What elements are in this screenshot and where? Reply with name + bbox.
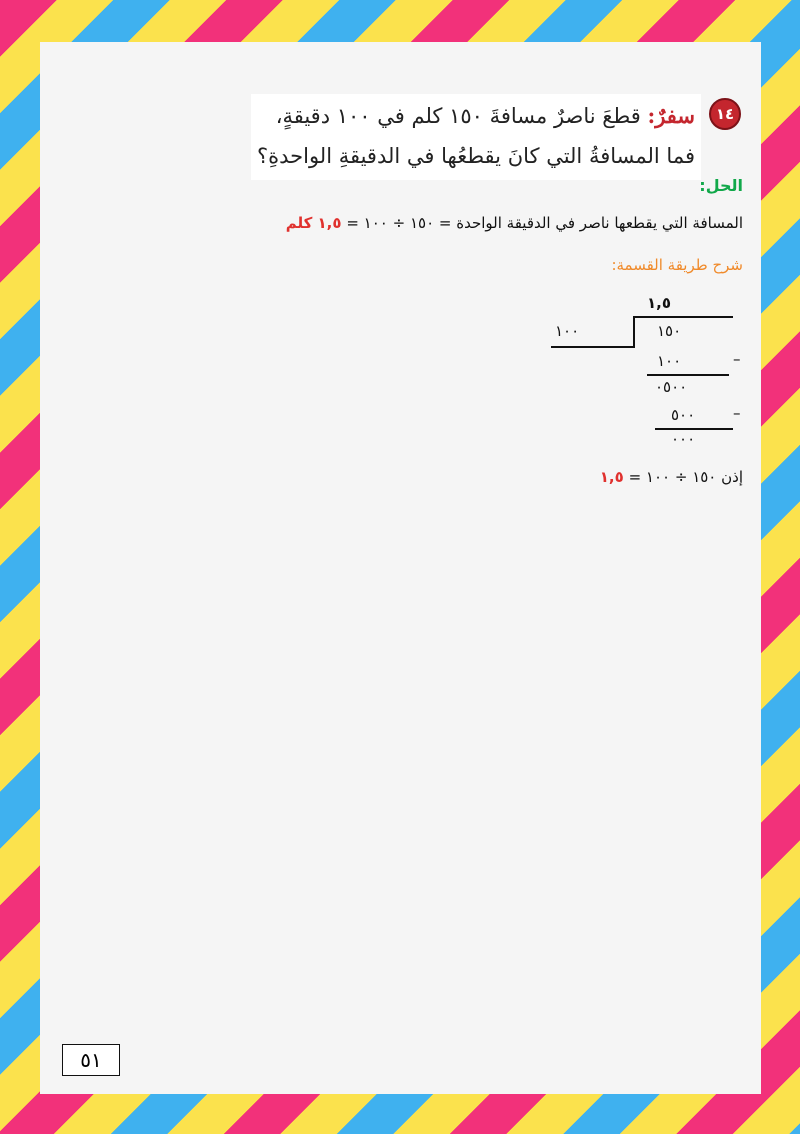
- solution-answer: ١,٥ كلم: [285, 214, 342, 232]
- division-remainder-2: ٠٠٠: [671, 430, 696, 448]
- conclusion-text: إذن ١٥٠ ÷ ١٠٠ =: [628, 468, 743, 486]
- question-block: [251, 94, 741, 180]
- conclusion-line: [600, 468, 743, 486]
- conclusion-answer: ١,٥: [599, 468, 624, 486]
- question-label: سفرٌ:: [647, 103, 695, 128]
- division-line-1: [647, 374, 729, 376]
- division-quotient: ١,٥: [647, 294, 672, 312]
- division-subtract-1: ١٠٠: [657, 352, 682, 370]
- question-text: [251, 94, 701, 180]
- division-subtract-2: ٥٠٠: [671, 406, 696, 424]
- division-remainder-1: ٠٥٠٠: [655, 378, 688, 396]
- division-divisor: ١٠٠: [555, 322, 580, 340]
- question-line-2: فما المسافةُ التي كانَ يقطعُها في الدقيقةِ الواحدةِ؟: [256, 144, 695, 168]
- page-content: [40, 42, 761, 1094]
- solution-label: الحل:: [699, 176, 743, 195]
- solution-line: [286, 214, 743, 232]
- division-bracket: [633, 316, 635, 348]
- solution-text: المسافة التي يقطعها ناصر في الدقيقة الواحدة = ١٥٠ ÷ ١٠٠ =: [346, 214, 743, 232]
- division-minus-2: –: [733, 404, 747, 422]
- long-division: [545, 294, 747, 454]
- division-divisor-bar: [551, 346, 635, 348]
- division-minus-1: –: [733, 350, 747, 368]
- page-number: ٥١: [62, 1044, 120, 1076]
- division-dividend: ١٥٠: [657, 322, 682, 340]
- explanation-label: شرح طريقة القسمة:: [611, 256, 743, 274]
- division-top-bar: [633, 316, 733, 318]
- question-number-badge: ١٤: [709, 98, 741, 130]
- question-line-1-text: قطعَ ناصرٌ مسافةَ ١٥٠ كلم في ١٠٠ دقيقةٍ،: [275, 104, 641, 128]
- question-line-1: [257, 96, 695, 136]
